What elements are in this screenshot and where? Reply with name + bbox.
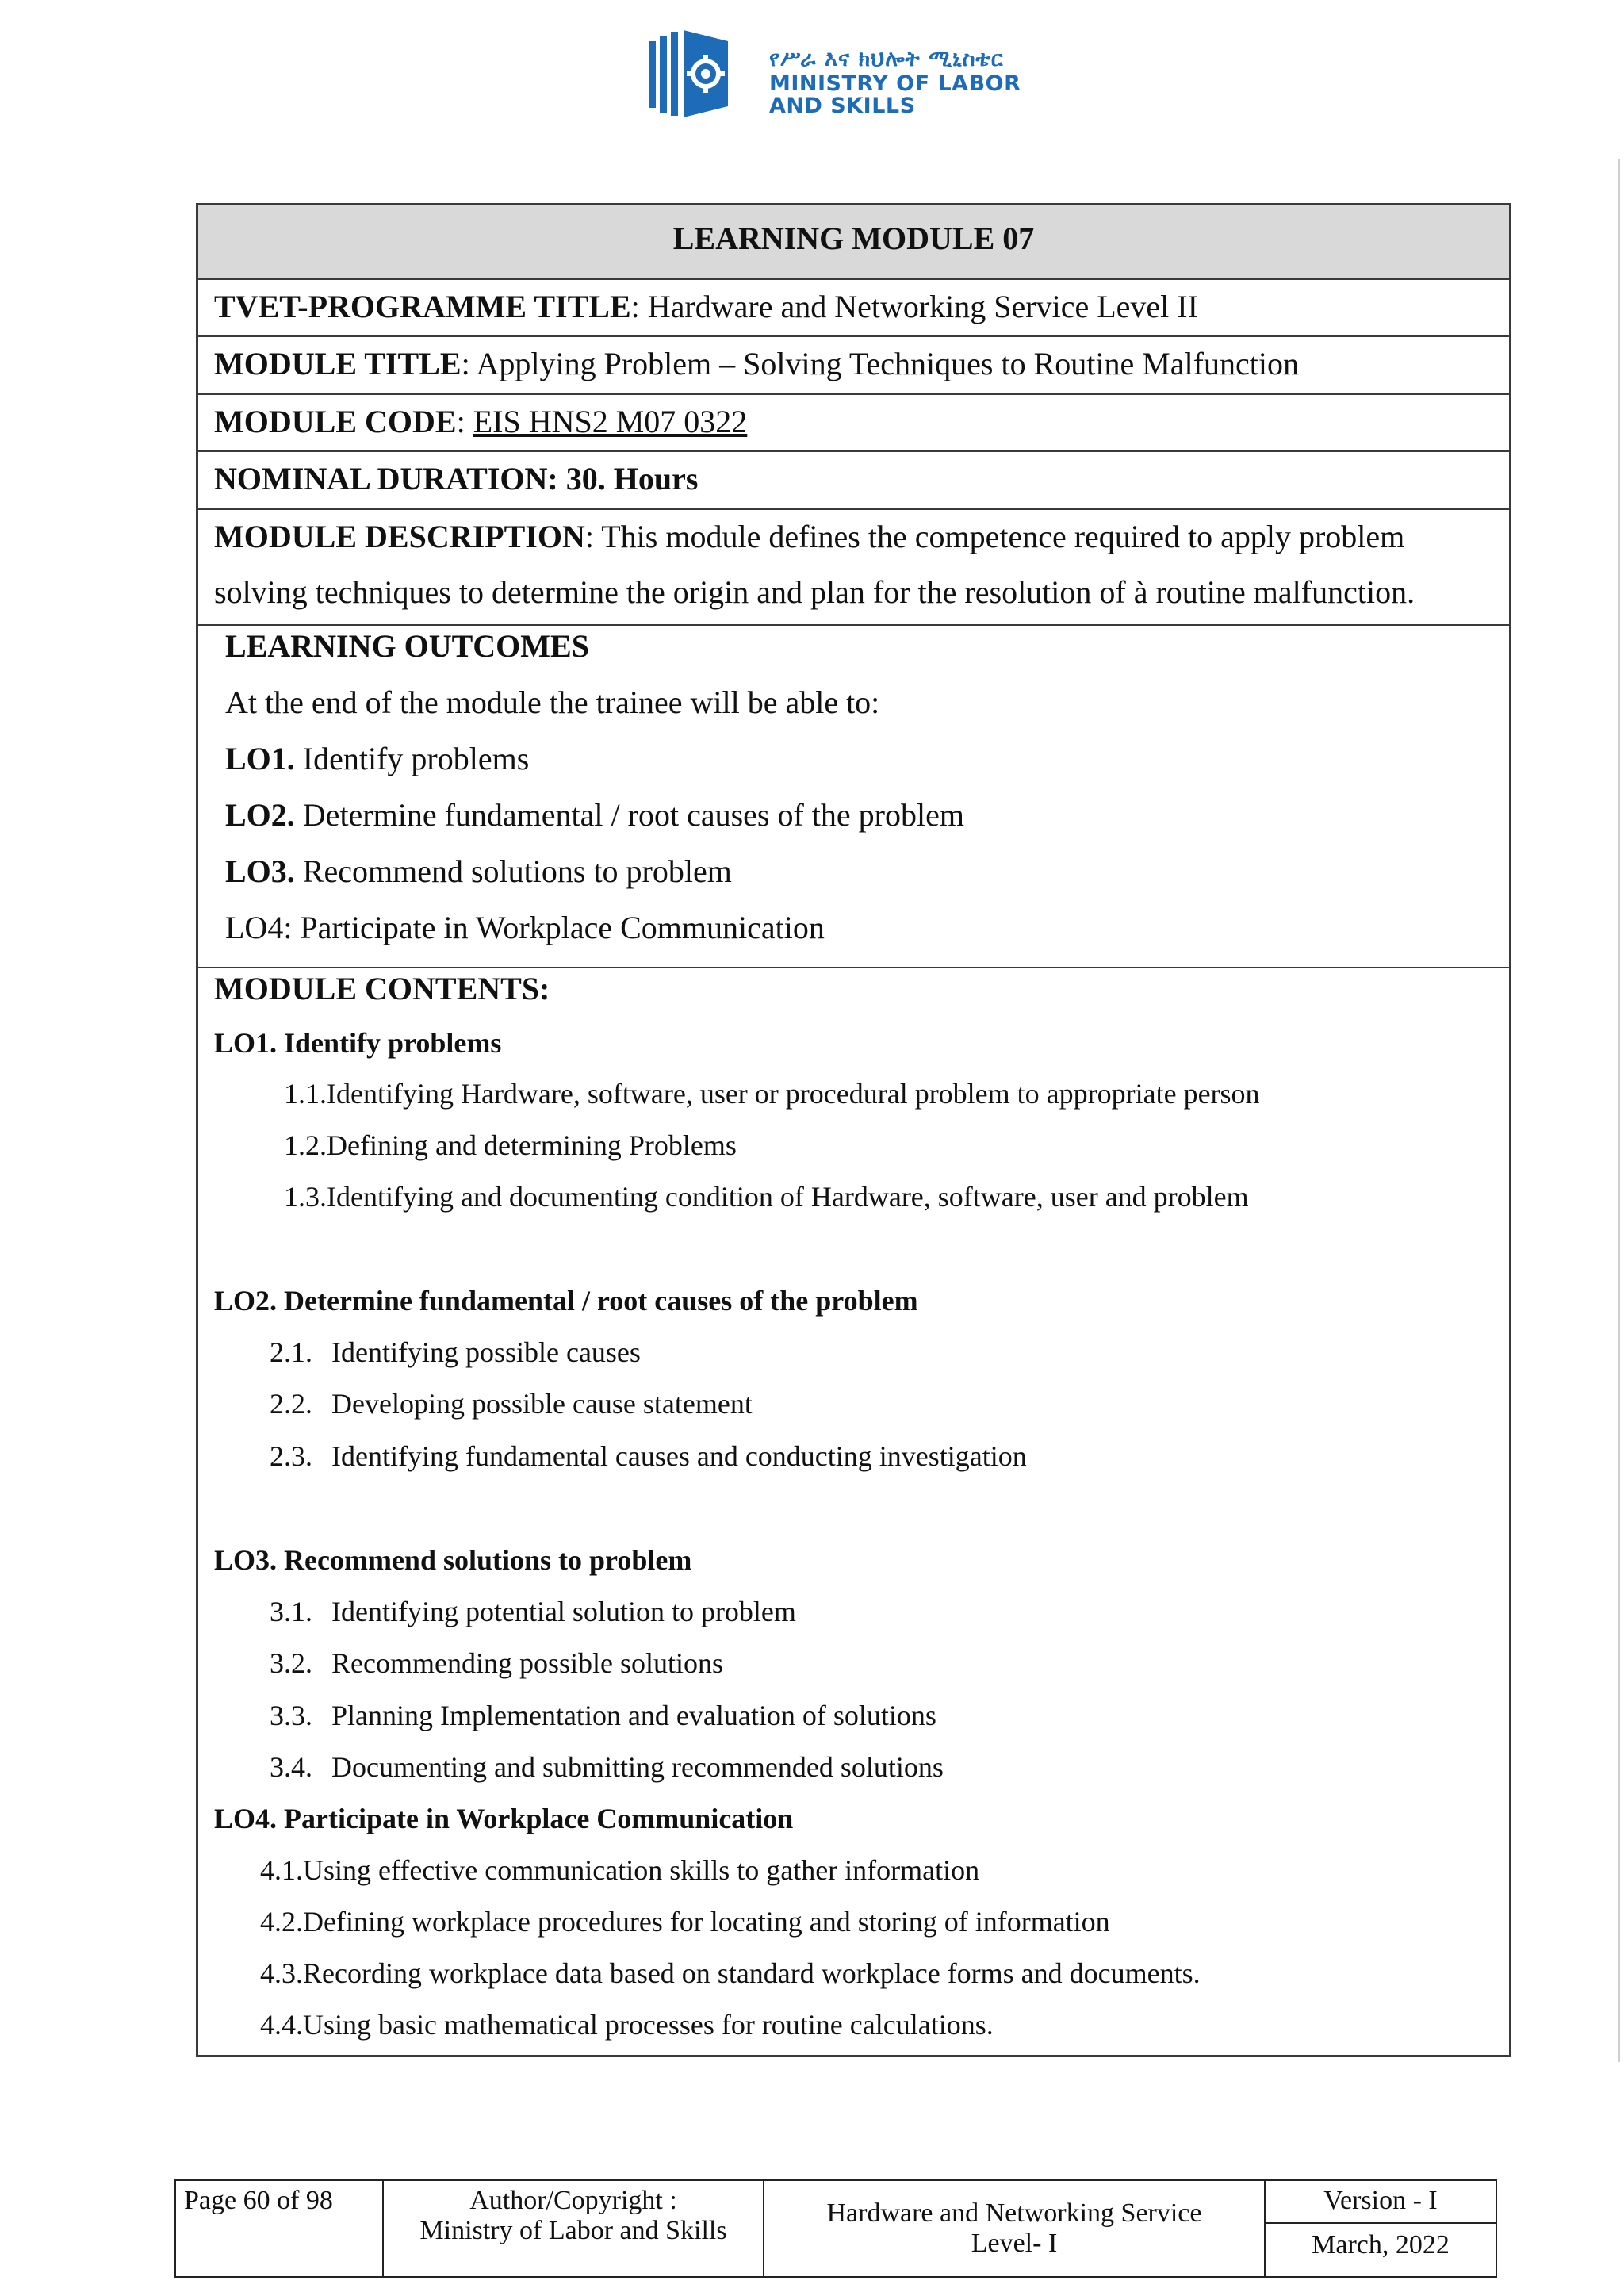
item-number: 3.3. xyxy=(270,1700,312,1731)
course-title: Hardware and Networking Service xyxy=(826,2198,1202,2228)
author-label: Author/Copyright : xyxy=(469,2186,677,2215)
lo1-title: LO1. Identify problems xyxy=(214,1027,502,1059)
content-item xyxy=(270,1699,936,1732)
ministry-gear-icon xyxy=(649,30,728,117)
version xyxy=(1266,2181,1496,2224)
item-number: 1.2. xyxy=(284,1129,327,1161)
page-edge-shadow xyxy=(1618,159,1620,2062)
content-item xyxy=(270,1595,796,1628)
item-number: 3.1. xyxy=(270,1596,312,1627)
programme-value: : Hardware and Networking Service Level II xyxy=(630,289,1198,324)
outcome-text: Identify problems xyxy=(294,741,530,776)
course-level: Level- I xyxy=(971,2229,1058,2258)
outcome-item xyxy=(225,740,529,777)
outcome-text: Determine fundamental / root causes of the problem xyxy=(294,797,964,833)
content-item xyxy=(270,1439,1027,1473)
item-text: Identifying Hardware, software, user or procedural problem to appropriate person xyxy=(327,1078,1260,1110)
nominal-duration: NOMINAL DURATION: 30. Hours xyxy=(214,461,699,496)
content-item xyxy=(270,1646,723,1680)
contents-heading: MODULE CONTENTS: xyxy=(214,971,550,1006)
outcomes-intro: At the end of the module the trainee will be able to: xyxy=(225,684,880,720)
module-title-value: : Applying Problem – Solving Techniques to Routine Malfunction xyxy=(461,346,1299,381)
outcome-code: LO1. xyxy=(225,741,295,776)
description-row xyxy=(198,510,1509,626)
page-footer xyxy=(174,2179,1497,2278)
outcome-item xyxy=(225,796,964,834)
outcome-text: Recommend solutions to problem xyxy=(294,853,732,889)
content-item xyxy=(260,1905,1110,1938)
item-number: 1.1. xyxy=(284,1078,327,1110)
footer-version-cell xyxy=(1266,2181,1496,2276)
item-number: 2.2. xyxy=(270,1388,312,1420)
content-item xyxy=(270,1336,641,1369)
description-line-2: solving techniques to determine the origin and plan for the resolution of à routine malfunction. xyxy=(214,574,1415,610)
item-number: 3.2. xyxy=(270,1647,312,1679)
item-number: 4.4. xyxy=(260,2009,303,2041)
description-line-1: : This module defines the competence required to apply problem xyxy=(584,519,1405,554)
description-label: MODULE DESCRIPTION xyxy=(214,519,585,554)
programme-label: TVET-PROGRAMME TITLE xyxy=(214,289,631,324)
outcome-item xyxy=(225,909,825,946)
item-number: 1.3. xyxy=(284,1181,327,1213)
logo-line-2: AND SKILLS xyxy=(769,94,916,118)
item-text: Documenting and submitting recommended solutions xyxy=(331,1751,944,1783)
content-item xyxy=(260,2008,994,2041)
module-table xyxy=(196,203,1511,2057)
item-text: Using effective communication skills to gather information xyxy=(303,1854,980,1886)
module-code-separator: : xyxy=(456,404,473,439)
footer-course-cell xyxy=(764,2181,1266,2276)
logo-line-1: MINISTRY OF LABOR xyxy=(769,71,1021,96)
item-text: Using basic mathematical processes for routine calculations. xyxy=(303,2009,994,2041)
item-number: 4.1. xyxy=(260,1854,303,1886)
outcome-text: LO4: Participate in Workplace Communication xyxy=(225,910,825,945)
module-code-value: EIS HNS2 M07 0322 xyxy=(473,404,748,439)
module-title-row-2 xyxy=(198,337,1509,395)
content-item xyxy=(284,1077,1260,1110)
duration-row xyxy=(198,452,1509,510)
lo2-title: LO2. Determine fundamental / root causes of the problem xyxy=(214,1285,918,1317)
ministry-logo xyxy=(649,30,1021,125)
logo-amharic-text: የሥራ እና ክህሎት ሚኒስቴር xyxy=(769,47,1004,71)
item-number: 3.4. xyxy=(270,1751,312,1783)
item-number: 4.2. xyxy=(260,1906,303,1938)
module-heading: LEARNING MODULE 07 xyxy=(672,220,1035,256)
outcome-item xyxy=(225,853,732,890)
footer-author-cell xyxy=(384,2181,764,2276)
content-item xyxy=(260,1853,979,1887)
page-number: Page 60 of 98 xyxy=(184,2186,333,2215)
item-text: Identifying and documenting condition of Hardware, software, user and problem xyxy=(327,1181,1249,1213)
lo3-title: LO3. Recommend solutions to problem xyxy=(214,1544,692,1576)
outcome-code: LO2. xyxy=(225,797,295,833)
item-number: 4.3. xyxy=(260,1957,303,1989)
date-text: March, 2022 xyxy=(1312,2230,1450,2260)
module-contents xyxy=(198,968,1509,2055)
item-number: 2.3. xyxy=(270,1440,312,1472)
programme-row xyxy=(198,280,1509,337)
lo4-title: LO4. Participate in Workplace Communication xyxy=(214,1803,794,1834)
footer-page-cell xyxy=(176,2181,384,2276)
content-item xyxy=(270,1750,944,1784)
item-text: Developing possible cause statement xyxy=(331,1388,753,1420)
content-item xyxy=(284,1129,737,1162)
item-text: Defining and determining Problems xyxy=(327,1129,737,1161)
module-title-row xyxy=(198,205,1509,280)
item-text: Identifying potential solution to problem xyxy=(331,1596,796,1627)
item-number: 2.1. xyxy=(270,1336,312,1368)
item-text: Planning Implementation and evaluation of solutions xyxy=(331,1700,936,1731)
item-text: Identifying possible causes xyxy=(331,1336,641,1368)
item-text: Identifying fundamental causes and conducting investigation xyxy=(331,1440,1027,1472)
item-text: Recording workplace data based on standard workplace forms and documents. xyxy=(303,1957,1201,1989)
outcome-code: LO3. xyxy=(225,853,295,889)
content-item xyxy=(260,1957,1201,1990)
learning-outcomes xyxy=(198,626,1509,968)
date xyxy=(1266,2224,1496,2276)
content-item xyxy=(284,1180,1249,1213)
item-text: Defining workplace procedures for locating and storing of information xyxy=(303,1906,1110,1938)
item-text: Recommending possible solutions xyxy=(331,1647,723,1679)
module-code-row xyxy=(198,395,1509,452)
content-item xyxy=(270,1387,753,1420)
version-text: Version - I xyxy=(1323,2186,1438,2215)
author-name: Ministry of Labor and Skills xyxy=(419,2216,727,2245)
outcomes-heading: LEARNING OUTCOMES xyxy=(225,628,589,664)
module-title-label: MODULE TITLE xyxy=(214,346,462,381)
module-code-label: MODULE CODE xyxy=(214,404,457,439)
